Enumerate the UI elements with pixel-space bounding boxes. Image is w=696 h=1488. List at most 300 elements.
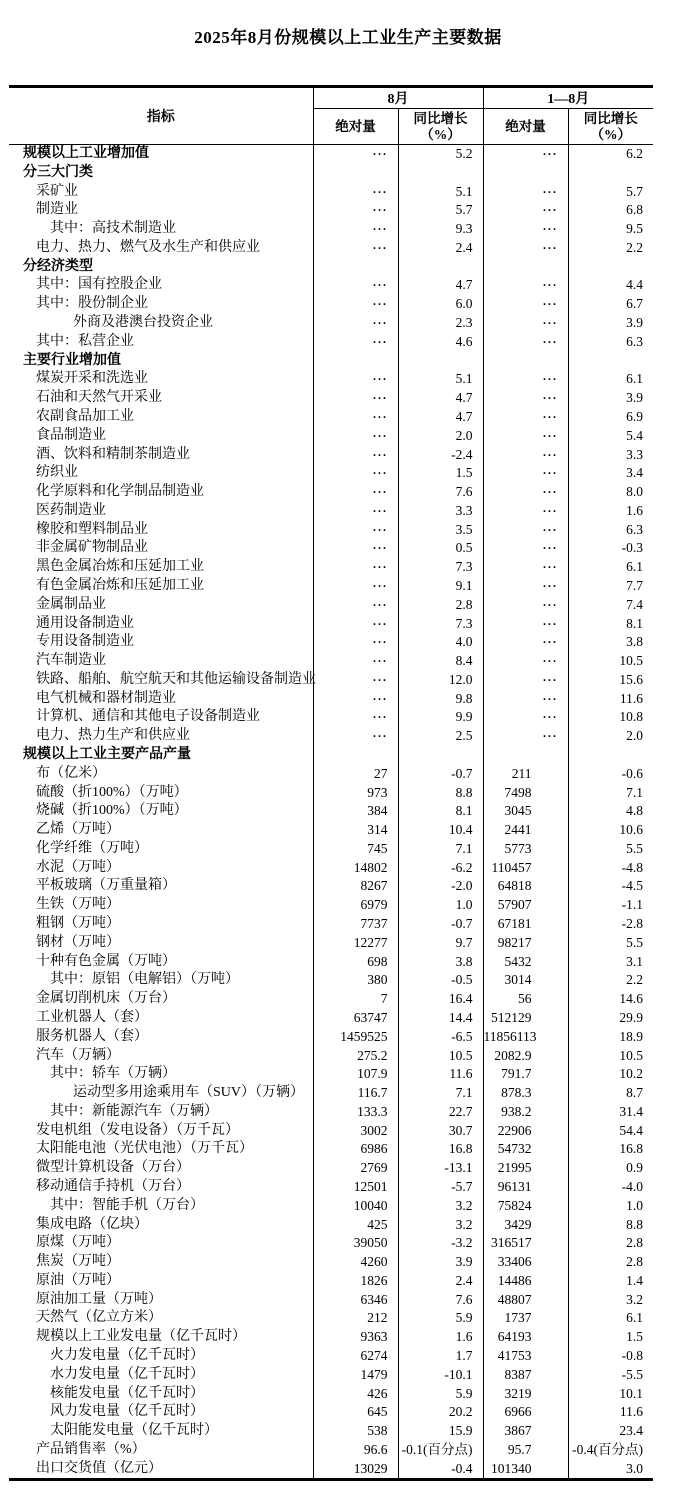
value-cell: ··· xyxy=(313,408,398,427)
value-cell: 5.5 xyxy=(568,840,653,859)
value-cell: ··· xyxy=(483,145,568,164)
value-cell: 31.4 xyxy=(568,1103,653,1122)
value-cell: 5.4 xyxy=(568,427,653,446)
value-cell: ··· xyxy=(483,276,568,295)
table-row xyxy=(9,483,653,502)
table-row xyxy=(9,1291,653,1310)
table-row xyxy=(9,671,653,690)
yoy-header-jan-aug xyxy=(568,109,653,145)
table-row xyxy=(9,1234,653,1253)
indicator-label: 水力发电量（亿千瓦时） xyxy=(50,1366,204,1382)
value-cell: ··· xyxy=(483,652,568,671)
value-cell: 16.8 xyxy=(568,1140,653,1159)
value-cell: -13.1 xyxy=(398,1159,483,1178)
value-cell: -0.3 xyxy=(568,539,653,558)
value-cell: 10.5 xyxy=(568,1047,653,1066)
table-row xyxy=(9,145,653,164)
value-cell xyxy=(483,352,568,371)
indicator-label: 规模以上工业主要产品产量 xyxy=(23,747,191,762)
value-cell: 4.7 xyxy=(398,276,483,295)
table-row xyxy=(9,1047,653,1066)
value-cell: 8.8 xyxy=(568,1216,653,1235)
table-row xyxy=(9,821,653,840)
value-cell: 3045 xyxy=(483,802,568,821)
value-cell: ··· xyxy=(483,220,568,239)
value-cell: ··· xyxy=(313,314,398,333)
value-cell: ··· xyxy=(313,633,398,652)
indicator-label: 集成电路（亿块） xyxy=(36,1216,148,1232)
value-cell: 384 xyxy=(313,802,398,821)
table-row xyxy=(9,220,653,239)
table-row xyxy=(9,389,653,408)
indicator-label: 微型计算机设备（万台） xyxy=(36,1160,190,1176)
value-cell: 10.8 xyxy=(568,708,653,727)
value-cell: 9.3 xyxy=(398,220,483,239)
table-row xyxy=(9,1122,653,1141)
indicator-label: 黑色金属冶炼和压延加工业 xyxy=(36,559,204,575)
table-header xyxy=(9,87,653,145)
table-row xyxy=(9,1441,653,1460)
value-cell xyxy=(568,352,653,371)
value-cell: 745 xyxy=(313,840,398,859)
value-cell: 18.9 xyxy=(568,1028,653,1047)
value-cell: 3.2 xyxy=(398,1197,483,1216)
value-cell: ··· xyxy=(313,446,398,465)
value-cell: 5.1 xyxy=(398,183,483,202)
value-cell: ··· xyxy=(483,370,568,389)
value-cell: 9.5 xyxy=(568,220,653,239)
table-row xyxy=(9,258,653,277)
value-cell: ··· xyxy=(313,183,398,202)
yoy-header-line1: 同比增长 xyxy=(583,110,638,126)
value-cell: -0.4(百分点) xyxy=(568,1441,653,1460)
value-cell: 275.2 xyxy=(313,1047,398,1066)
value-cell: 10.4 xyxy=(398,821,483,840)
value-cell: -6.5 xyxy=(398,1028,483,1047)
value-cell: 10040 xyxy=(313,1197,398,1216)
value-cell: 133.3 xyxy=(313,1103,398,1122)
value-cell: 6274 xyxy=(313,1347,398,1366)
table-row xyxy=(9,596,653,615)
value-cell: 1.6 xyxy=(398,1328,483,1347)
absolute-header-august: 绝对量 xyxy=(313,109,398,145)
value-cell: 3.3 xyxy=(568,446,653,465)
absolute-header-jan-aug: 绝对量 xyxy=(483,109,568,145)
value-cell xyxy=(398,352,483,371)
value-cell: ··· xyxy=(483,615,568,634)
value-cell: ··· xyxy=(483,502,568,521)
indicator-label: 原油加工量（万吨） xyxy=(36,1291,162,1307)
value-cell: 2769 xyxy=(313,1159,398,1178)
value-cell: 7.3 xyxy=(398,615,483,634)
value-cell: 12501 xyxy=(313,1178,398,1197)
value-cell: 645 xyxy=(313,1403,398,1422)
value-cell: ··· xyxy=(313,464,398,483)
value-cell: 15.6 xyxy=(568,671,653,690)
indicator-column-header: 指标 xyxy=(9,87,313,145)
table-row xyxy=(9,971,653,990)
value-cell: 7.4 xyxy=(568,596,653,615)
value-cell: 3.2 xyxy=(568,1291,653,1310)
value-cell: 12277 xyxy=(313,934,398,953)
table-row xyxy=(9,239,653,258)
value-cell: 48807 xyxy=(483,1291,568,1310)
indicator-label: 分经济类型 xyxy=(23,258,93,274)
value-cell: 0.9 xyxy=(568,1159,653,1178)
value-cell: 7.6 xyxy=(398,1291,483,1310)
table-row xyxy=(9,558,653,577)
value-cell: -4.0 xyxy=(568,1178,653,1197)
indicator-label: 其中：新能源汽车（万辆） xyxy=(50,1103,218,1119)
value-cell: 9.7 xyxy=(398,934,483,953)
value-cell: ··· xyxy=(483,201,568,220)
value-cell: ··· xyxy=(313,577,398,596)
value-cell: 3014 xyxy=(483,971,568,990)
value-cell: ··· xyxy=(483,183,568,202)
value-cell: 4.8 xyxy=(568,802,653,821)
value-cell: ··· xyxy=(483,633,568,652)
value-cell: 95.7 xyxy=(483,1441,568,1460)
value-cell: 2.0 xyxy=(568,727,653,746)
value-cell: 9.1 xyxy=(398,577,483,596)
value-cell: 2441 xyxy=(483,821,568,840)
table-row xyxy=(9,1366,653,1385)
value-cell: ··· xyxy=(483,464,568,483)
indicator-label: 汽车制造业 xyxy=(36,653,106,669)
value-cell: 7498 xyxy=(483,784,568,803)
value-cell: 10.5 xyxy=(398,1047,483,1066)
value-cell: 63747 xyxy=(313,1009,398,1028)
value-cell: 3429 xyxy=(483,1216,568,1235)
value-cell: ··· xyxy=(313,539,398,558)
value-cell: 3.4 xyxy=(568,464,653,483)
value-cell: ··· xyxy=(483,558,568,577)
indicator-label: 其中：私营企业 xyxy=(36,333,134,349)
value-cell: -5.7 xyxy=(398,1178,483,1197)
value-cell: 2.4 xyxy=(398,239,483,258)
table-row xyxy=(9,1065,653,1084)
value-cell: 5.2 xyxy=(398,145,483,164)
indicator-label: 煤炭开采和洗选业 xyxy=(36,371,148,387)
value-cell: ··· xyxy=(483,408,568,427)
indicator-label: 水泥（万吨） xyxy=(36,859,120,875)
table-row xyxy=(9,577,653,596)
value-cell: -4.5 xyxy=(568,877,653,896)
value-cell: 54732 xyxy=(483,1140,568,1159)
indicator-label: 石油和天然气开采业 xyxy=(36,390,162,406)
value-cell: 1.6 xyxy=(568,502,653,521)
indicator-label: 服务机器人（套） xyxy=(36,1028,148,1044)
column-group-august: 8月 xyxy=(313,87,483,109)
value-cell: 4.4 xyxy=(568,276,653,295)
indicator-label: 铁路、船舶、航空航天和其他运输设备制造业 xyxy=(36,671,316,687)
table-row xyxy=(9,446,653,465)
table-row xyxy=(9,840,653,859)
indicator-label: 橡胶和塑料制品业 xyxy=(36,521,148,537)
value-cell: 116.7 xyxy=(313,1084,398,1103)
value-cell: 7.6 xyxy=(398,483,483,502)
value-cell: 3.8 xyxy=(398,953,483,972)
value-cell: 16.4 xyxy=(398,990,483,1009)
value-cell: 538 xyxy=(313,1422,398,1441)
indicator-label: 其中：轿车（万辆） xyxy=(50,1066,176,1082)
value-cell: 4.0 xyxy=(398,633,483,652)
table-row xyxy=(9,276,653,295)
value-cell: 39050 xyxy=(313,1234,398,1253)
value-cell: 41753 xyxy=(483,1347,568,1366)
value-cell: ··· xyxy=(483,690,568,709)
value-cell: 14.4 xyxy=(398,1009,483,1028)
value-cell: 11.6 xyxy=(568,1403,653,1422)
value-cell: 6.8 xyxy=(568,201,653,220)
value-cell: 6986 xyxy=(313,1140,398,1159)
value-cell: 6.3 xyxy=(568,333,653,352)
value-cell: 23.4 xyxy=(568,1422,653,1441)
table-row xyxy=(9,1309,653,1328)
indicator-label: 原油（万吨） xyxy=(36,1272,120,1288)
value-cell: 5773 xyxy=(483,840,568,859)
table-row xyxy=(9,521,653,540)
table-row xyxy=(9,1403,653,1422)
value-cell: 212 xyxy=(313,1309,398,1328)
indicator-label: 平板玻璃（万重量箱） xyxy=(36,878,176,894)
indicator-label: 外商及港澳台投资企业 xyxy=(73,315,213,331)
value-cell: ··· xyxy=(313,145,398,164)
value-cell: 7 xyxy=(313,990,398,1009)
indicator-label: 硫酸（折100%）（万吨） xyxy=(36,784,188,800)
table-row xyxy=(9,1422,653,1441)
table-row xyxy=(9,727,653,746)
indicator-label: 出口交货值（亿元） xyxy=(36,1460,162,1476)
value-cell: 12.0 xyxy=(398,671,483,690)
indicator-label: 风力发电量（亿千瓦时） xyxy=(50,1404,204,1420)
value-cell: 3.9 xyxy=(568,389,653,408)
value-cell: 4.7 xyxy=(398,408,483,427)
table-row xyxy=(9,539,653,558)
column-group-jan-aug: 1—8月 xyxy=(483,87,653,109)
table-row xyxy=(9,953,653,972)
table-row xyxy=(9,615,653,634)
value-cell: ··· xyxy=(313,370,398,389)
indicator-label: 焦炭（万吨） xyxy=(36,1254,120,1270)
value-cell: 29.9 xyxy=(568,1009,653,1028)
value-cell: 64818 xyxy=(483,877,568,896)
table-row xyxy=(9,859,653,878)
value-cell: ··· xyxy=(313,220,398,239)
value-cell xyxy=(483,258,568,277)
table-row xyxy=(9,1103,653,1122)
value-cell: 7.1 xyxy=(398,840,483,859)
value-cell: 6.7 xyxy=(568,295,653,314)
value-cell: 7.7 xyxy=(568,577,653,596)
value-cell: 878.3 xyxy=(483,1084,568,1103)
indicator-label: 布（亿米） xyxy=(36,765,106,781)
indicator-label: 食品制造业 xyxy=(36,427,106,443)
table-row xyxy=(9,464,653,483)
table-row xyxy=(9,333,653,352)
industrial-data-table xyxy=(9,85,653,1481)
value-cell: 425 xyxy=(313,1216,398,1235)
table-row xyxy=(9,1328,653,1347)
value-cell: 8267 xyxy=(313,877,398,896)
value-cell: -0.6 xyxy=(568,765,653,784)
value-cell: ··· xyxy=(483,727,568,746)
value-cell: 20.2 xyxy=(398,1403,483,1422)
value-cell: ··· xyxy=(313,502,398,521)
indicator-label: 其中：国有控股企业 xyxy=(36,277,162,293)
indicator-label: 计算机、通信和其他电子设备制造业 xyxy=(36,709,260,725)
value-cell: -6.2 xyxy=(398,859,483,878)
value-cell: ··· xyxy=(483,539,568,558)
value-cell: 27 xyxy=(313,765,398,784)
value-cell xyxy=(398,164,483,183)
value-cell: 1.0 xyxy=(568,1197,653,1216)
value-cell: 698 xyxy=(313,953,398,972)
indicator-label: 电力、热力、燃气及水生产和供应业 xyxy=(36,239,260,255)
value-cell: 107.9 xyxy=(313,1065,398,1084)
value-cell: 14802 xyxy=(313,859,398,878)
indicator-label: 金属切削机床（万台） xyxy=(36,991,176,1007)
value-cell xyxy=(313,352,398,371)
value-cell: 10.2 xyxy=(568,1065,653,1084)
value-cell: 1.7 xyxy=(398,1347,483,1366)
value-cell xyxy=(313,746,398,765)
value-cell: 15.9 xyxy=(398,1422,483,1441)
value-cell: 4260 xyxy=(313,1253,398,1272)
value-cell xyxy=(398,258,483,277)
indicator-label: 分三大门类 xyxy=(23,164,93,180)
value-cell: 11.6 xyxy=(398,1065,483,1084)
table-row xyxy=(9,690,653,709)
indicator-label: 其中：智能手机（万台） xyxy=(50,1197,204,1213)
indicator-label: 规模以上工业发电量（亿千瓦时） xyxy=(36,1329,246,1345)
value-cell: 5432 xyxy=(483,953,568,972)
indicator-label: 十种有色金属（万吨） xyxy=(36,953,176,969)
indicator-label: 其中：高技术制造业 xyxy=(50,221,176,237)
table-body xyxy=(9,145,653,1480)
value-cell: 3.1 xyxy=(568,953,653,972)
table-row xyxy=(9,1159,653,1178)
header-group-row xyxy=(9,87,653,109)
value-cell: 3.2 xyxy=(398,1216,483,1235)
value-cell: 9.8 xyxy=(398,690,483,709)
value-cell: 14486 xyxy=(483,1272,568,1291)
value-cell: 1459525 xyxy=(313,1028,398,1047)
yoy-header-line2: （%） xyxy=(420,126,461,142)
value-cell: 2082.9 xyxy=(483,1047,568,1066)
indicator-label: 原煤（万吨） xyxy=(36,1235,120,1251)
indicator-label: 太阳能发电量（亿千瓦时） xyxy=(50,1423,218,1439)
value-cell: ··· xyxy=(483,446,568,465)
table-row xyxy=(9,1253,653,1272)
indicator-label: 烧碱（折100%）（万吨） xyxy=(36,803,188,819)
value-cell: ··· xyxy=(313,201,398,220)
table-row xyxy=(9,502,653,521)
value-cell xyxy=(483,164,568,183)
value-cell: 3.3 xyxy=(398,502,483,521)
indicator-label: 专用设备制造业 xyxy=(36,634,134,650)
value-cell: ··· xyxy=(313,558,398,577)
table-row xyxy=(9,784,653,803)
indicator-label: 通用设备制造业 xyxy=(36,615,134,631)
value-cell: ··· xyxy=(313,727,398,746)
value-cell: -4.8 xyxy=(568,859,653,878)
table-row xyxy=(9,1216,653,1235)
indicator-label: 太阳能电池（光伏电池）（万千瓦） xyxy=(36,1141,253,1157)
value-cell: 110457 xyxy=(483,859,568,878)
value-cell: 5.9 xyxy=(398,1385,483,1404)
value-cell: 380 xyxy=(313,971,398,990)
value-cell: ··· xyxy=(313,596,398,615)
value-cell: 101340 xyxy=(483,1460,568,1480)
indicator-label: 电气机械和器材制造业 xyxy=(36,690,176,706)
value-cell: ··· xyxy=(483,427,568,446)
table-row xyxy=(9,802,653,821)
value-cell xyxy=(568,746,653,765)
value-cell: ··· xyxy=(313,427,398,446)
value-cell: 2.3 xyxy=(398,314,483,333)
value-cell: 6.3 xyxy=(568,521,653,540)
value-cell: ··· xyxy=(313,389,398,408)
value-cell: ··· xyxy=(483,239,568,258)
value-cell: -2.4 xyxy=(398,446,483,465)
value-cell: ··· xyxy=(313,690,398,709)
indicator-label: 汽车（万辆） xyxy=(36,1047,120,1063)
indicator-label: 工业机器人（套） xyxy=(36,1009,148,1025)
value-cell: 57907 xyxy=(483,896,568,915)
table-row xyxy=(9,1084,653,1103)
value-cell: 11856113 xyxy=(483,1028,568,1047)
value-cell: ··· xyxy=(483,596,568,615)
value-cell xyxy=(568,258,653,277)
value-cell: ··· xyxy=(313,708,398,727)
table-row xyxy=(9,1347,653,1366)
table-row xyxy=(9,295,653,314)
value-cell: 5.7 xyxy=(398,201,483,220)
value-cell: 56 xyxy=(483,990,568,1009)
indicator-label: 钢材（万吨） xyxy=(36,934,120,950)
value-cell: ··· xyxy=(483,708,568,727)
indicator-label: 采矿业 xyxy=(36,183,78,199)
value-cell: 6.2 xyxy=(568,145,653,164)
table-row xyxy=(9,934,653,953)
value-cell: ··· xyxy=(313,276,398,295)
indicator-label: 火力发电量（亿千瓦时） xyxy=(50,1348,204,1363)
value-cell: 22.7 xyxy=(398,1103,483,1122)
value-cell: 2.8 xyxy=(568,1234,653,1253)
value-cell: 21995 xyxy=(483,1159,568,1178)
value-cell: 13029 xyxy=(313,1460,398,1480)
value-cell: -0.1(百分点) xyxy=(398,1441,483,1460)
page-title: 2025年8月份规模以上工业生产主要数据 xyxy=(194,28,502,47)
value-cell: 9.9 xyxy=(398,708,483,727)
value-cell: 8387 xyxy=(483,1366,568,1385)
value-cell: 8.1 xyxy=(568,615,653,634)
value-cell: 3002 xyxy=(313,1122,398,1141)
value-cell: 96131 xyxy=(483,1178,568,1197)
value-cell: 8.0 xyxy=(568,483,653,502)
value-cell: 1826 xyxy=(313,1272,398,1291)
value-cell: 14.6 xyxy=(568,990,653,1009)
value-cell xyxy=(483,746,568,765)
value-cell: ··· xyxy=(313,652,398,671)
indicator-label: 电力、热力生产和供应业 xyxy=(36,728,190,744)
value-cell: ··· xyxy=(483,671,568,690)
table-row xyxy=(9,746,653,765)
table-row xyxy=(9,201,653,220)
indicator-label: 医药制造业 xyxy=(36,502,106,518)
table-row xyxy=(9,1197,653,1216)
